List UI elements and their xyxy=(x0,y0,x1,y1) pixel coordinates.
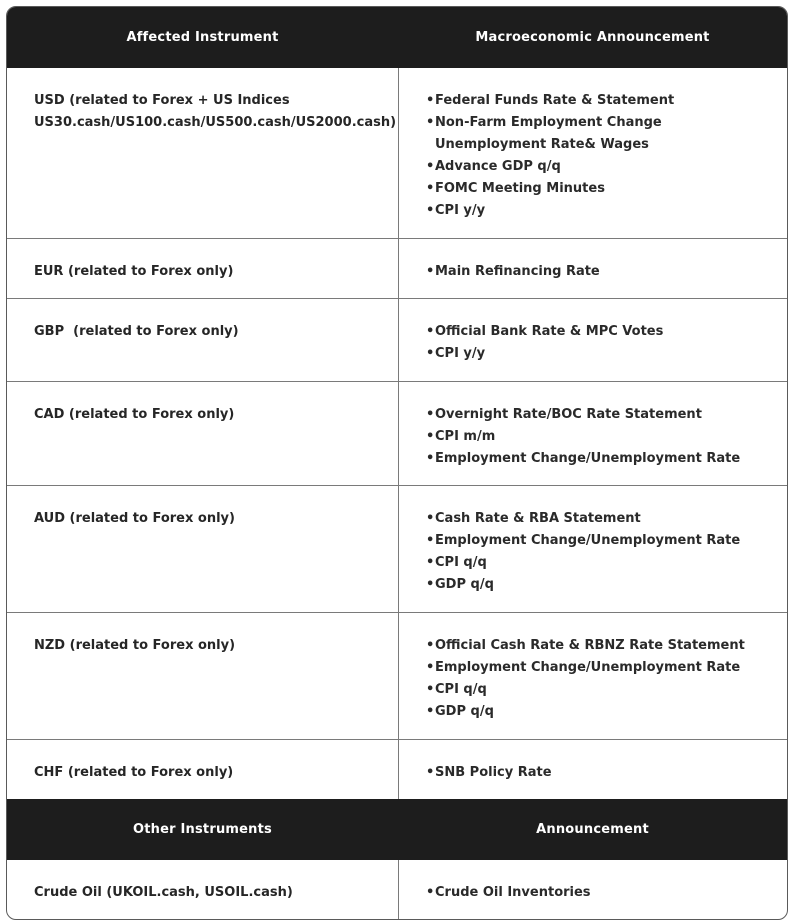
announcement-item: •GDP q/q xyxy=(426,577,494,592)
announcement-item: •CPI q/q xyxy=(426,555,487,570)
instrument-name: EUR (related to Forex only) xyxy=(34,264,234,279)
instrument-name: Crude Oil (UKOIL.cash, USOIL.cash) xyxy=(34,885,293,900)
table-row xyxy=(7,238,787,298)
announcement-item: •Official Cash Rate & RBNZ Rate Statement xyxy=(426,638,745,653)
table-row xyxy=(7,381,787,485)
announcement-item-continuation: Unemployment Rate& Wages xyxy=(435,137,649,152)
announcement-item: •Non-Farm Employment Change xyxy=(426,115,662,130)
announcement-table xyxy=(6,6,788,920)
table-row xyxy=(7,485,787,612)
announcement-item: •Federal Funds Rate & Statement xyxy=(426,93,675,108)
instrument-name: US30.cash/US100.cash/US500.cash/US2000.cash) xyxy=(34,115,397,130)
announcement-list xyxy=(399,239,787,283)
instrument-cell xyxy=(7,68,398,238)
instrument-name: NZD (related to Forex only) xyxy=(34,638,236,653)
announcement-item: •Cash Rate & RBA Statement xyxy=(426,511,641,526)
instrument-name: USD (related to Forex + US Indices xyxy=(34,93,290,108)
instrument-cell xyxy=(7,382,398,485)
announcement-item: •Employment Change/Unemployment Rate xyxy=(426,533,741,548)
announcement-cell xyxy=(398,382,787,485)
instrument-cell xyxy=(7,239,398,298)
announcement-cell xyxy=(398,740,787,799)
announcement-item: •Employment Change/Unemployment Rate xyxy=(426,451,741,466)
announcement-list xyxy=(399,299,787,365)
header-macroeconomic-announcement: Macroeconomic Announcement xyxy=(475,30,710,45)
announcement-list xyxy=(399,68,787,222)
instrument-name: AUD (related to Forex only) xyxy=(34,511,235,526)
table-row xyxy=(7,298,787,381)
table-header xyxy=(7,7,787,68)
header-other-instruments: Other Instruments xyxy=(133,822,272,837)
header-announcement: Announcement xyxy=(536,822,649,837)
announcement-item: •FOMC Meeting Minutes xyxy=(426,181,605,196)
announcement-item: •CPI y/y xyxy=(426,203,486,218)
announcement-item: •Crude Oil Inventories xyxy=(426,885,591,900)
announcement-item: •Main Refinancing Rate xyxy=(426,264,600,279)
announcement-cell xyxy=(398,486,787,612)
announcement-item: •GDP q/q xyxy=(426,704,494,719)
announcement-list xyxy=(399,382,787,470)
announcement-item: •Advance GDP q/q xyxy=(426,159,561,174)
table-row xyxy=(7,860,787,920)
announcement-list xyxy=(399,740,787,784)
announcement-list xyxy=(399,486,787,596)
instrument-cell xyxy=(7,486,398,612)
announcement-cell xyxy=(398,299,787,381)
announcement-cell xyxy=(398,613,787,739)
announcement-item: •Overnight Rate/BOC Rate Statement xyxy=(426,407,702,422)
instrument-name: GBP (related to Forex only) xyxy=(34,324,239,339)
table-row xyxy=(7,612,787,739)
instrument-cell xyxy=(7,613,398,739)
instrument-cell xyxy=(7,299,398,381)
announcement-item: •SNB Policy Rate xyxy=(426,765,552,780)
announcement-item: •Official Bank Rate & MPC Votes xyxy=(426,324,664,339)
table-row xyxy=(7,739,787,799)
announcement-list xyxy=(399,613,787,723)
instrument-name: CAD (related to Forex only) xyxy=(34,407,235,422)
announcement-item: •CPI m/m xyxy=(426,429,496,444)
header-affected-instrument: Affected Instrument xyxy=(126,30,279,45)
announcement-cell xyxy=(398,860,787,920)
announcement-item: •CPI q/q xyxy=(426,682,487,697)
table-row xyxy=(7,68,787,238)
section-header xyxy=(7,799,787,860)
announcement-item: •CPI y/y xyxy=(426,346,486,361)
announcement-cell xyxy=(398,68,787,238)
instrument-cell xyxy=(7,740,398,799)
announcement-cell xyxy=(398,239,787,298)
announcement-item: •Employment Change/Unemployment Rate xyxy=(426,660,741,675)
instrument-cell xyxy=(7,860,398,920)
announcement-list xyxy=(399,860,787,904)
instrument-name: CHF (related to Forex only) xyxy=(34,765,234,780)
